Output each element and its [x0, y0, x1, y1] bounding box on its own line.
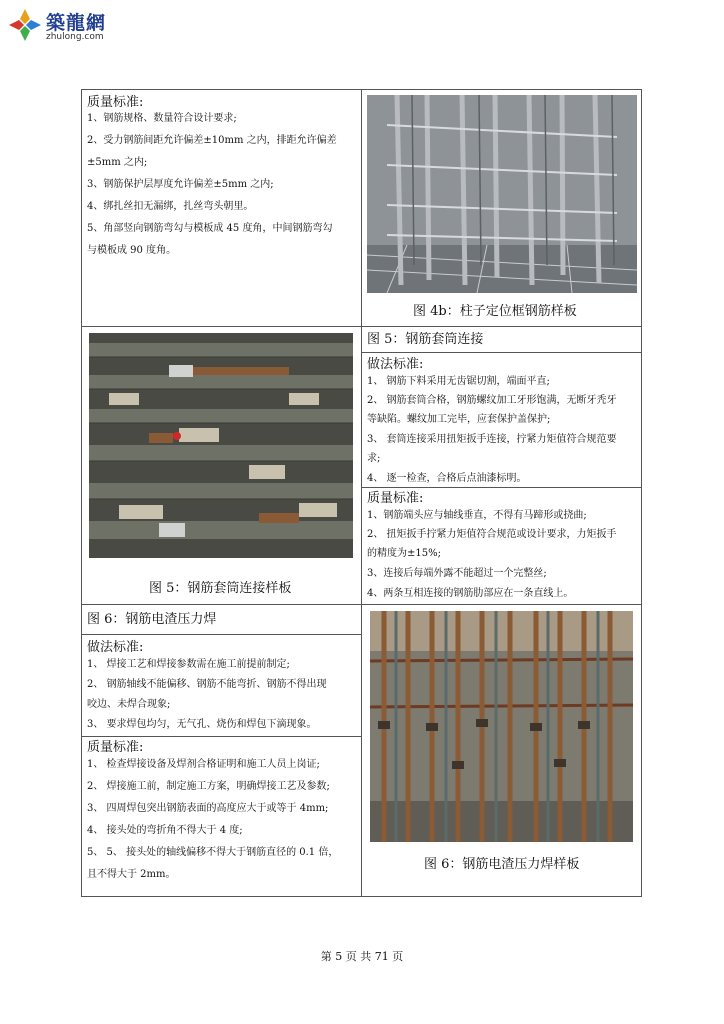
quality-item: 1、 检查焊接设备及焊剂合格证明和施工人员上岗证;: [87, 759, 320, 770]
method-item: 咬边、未焊合现象;: [87, 699, 171, 710]
sleeve-connection-photo: [89, 333, 353, 558]
method-item: 1、 焊接工艺和焊接参数需在施工前提前制定;: [87, 659, 290, 670]
quality-item: 1、钢筋端头应与轴线垂直，不得有马蹄形或挠曲;: [367, 510, 587, 521]
quality-item: 4、两条互相连接的钢筋肋部应在一条直线上。: [367, 588, 574, 599]
quality-item: 2、 焊接施工前，制定施工方案，明确焊接工艺及参数;: [87, 781, 330, 792]
method-item: 2、 钢筋轴线不能偏移、钢筋不能弯折、钢筋不得出现: [87, 679, 327, 690]
quality-item: 5、角部竖向钢筋弯勾与模板成 45 度角，中间钢筋弯勾: [87, 223, 333, 234]
quality-item: 与模板成 90 度角。: [87, 245, 177, 256]
photo-caption: 图 5：钢筋套筒连接样板: [149, 581, 292, 596]
method-item: 1、 钢筋下料采用无齿锯切割，端面平直;: [367, 376, 550, 387]
quality-item: 3、钢筋保护层厚度允许偏差±5mm 之内;: [87, 179, 274, 190]
method-item: 4、 逐一检查，合格后点油漆标明。: [367, 473, 527, 484]
quality-item: 3、 四周焊包突出钢筋表面的高度应大于或等于 4mm;: [87, 803, 329, 814]
method-item: 3、 要求焊包均匀，无气孔、烧伤和焊包下滴现象。: [87, 719, 317, 730]
quality-item: 1、钢筋规格、数量符合设计要求;: [87, 113, 237, 124]
photo-caption: 图 6：钢筋电渣压力焊样板: [424, 857, 580, 872]
logo-mark-icon: [8, 8, 42, 42]
quality-item: ±5mm 之内;: [87, 157, 148, 168]
quality-item: 2、 扭矩扳手拧紧力矩值符合规范或设计要求，力矩扳手: [367, 529, 617, 540]
quality-item: 3、连接后每端外露不能超过一个完整丝;: [367, 568, 547, 579]
content-table: [81, 89, 642, 897]
method-item: 3、 套筒连接采用扭矩扳手连接，拧紧力矩值符合规范要: [367, 434, 617, 445]
logo-name: 築龍網: [46, 12, 107, 34]
quality-item: 2、受力钢筋间距允许偏差±10mm 之内，排距允许偏差: [87, 135, 337, 146]
site-logo: [6, 6, 116, 44]
logo-site: zhulong.com: [46, 32, 104, 42]
electroslag-weld-photo: [370, 611, 633, 842]
quality-heading: 质量标准:: [87, 95, 144, 110]
quality-item: 且不得大于 2mm。: [87, 869, 176, 880]
column-rebar-photo: [367, 95, 637, 293]
quality-heading: 质量标准:: [87, 740, 144, 755]
quality-heading: 质量标准:: [367, 491, 424, 506]
method-heading: 做法标准:: [367, 357, 424, 372]
quality-item: 5、 5、 接头处的轴线偏移不得大于钢筋直径的 0.1 倍，: [87, 847, 339, 858]
method-item: 求;: [367, 453, 381, 464]
method-heading: 做法标准:: [87, 640, 144, 655]
page-number: 第 5 页 共 71 页: [320, 950, 404, 963]
quality-item: 4、 接头处的弯折角不得大于 4 度;: [87, 825, 243, 836]
section-c-title: 图 6：钢筋电渣压力焊: [87, 612, 217, 627]
quality-item: 4、绑扎丝扣无漏绑，扎丝弯头朝里。: [87, 201, 254, 212]
method-item: 2、 钢筋套筒合格，钢筋螺纹加工牙形饱满，无断牙秃牙: [367, 395, 617, 406]
method-item: 等缺陷。螺纹加工完毕，应套保护盖保护;: [367, 414, 551, 425]
photo-caption: 图 4b：柱子定位框钢筋样板: [413, 304, 577, 319]
section-b-title: 图 5：钢筋套筒连接: [367, 332, 484, 347]
quality-item: 的精度为±15%;: [367, 548, 441, 559]
